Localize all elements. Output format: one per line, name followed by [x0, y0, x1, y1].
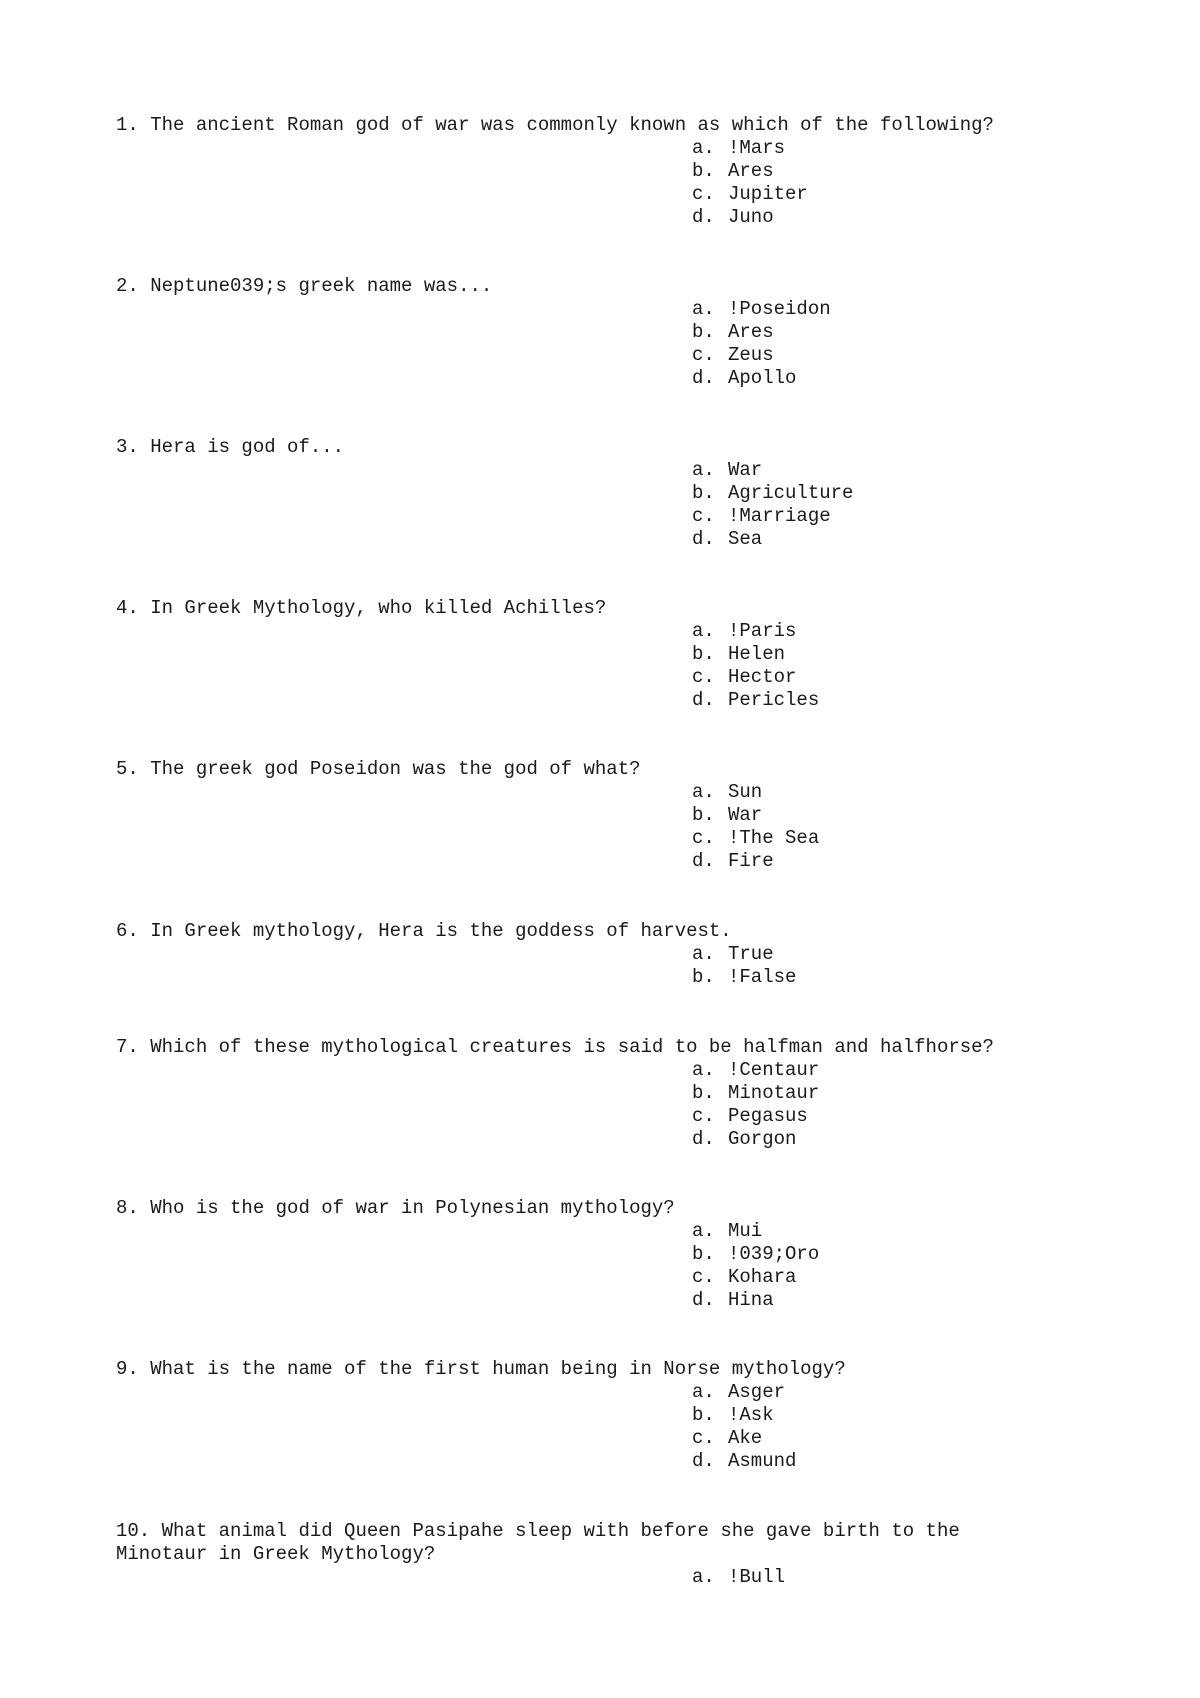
- answer-option: [692, 1427, 1096, 1450]
- option-letter: b.: [692, 1082, 715, 1104]
- question-prompt: What animal did Queen Pasipahe sleep with before she gave birth to the Minotaur in Greek Mythology?: [116, 1520, 960, 1565]
- answer-option: [692, 505, 1096, 528]
- answer-options: [116, 620, 1096, 712]
- question-text: [116, 597, 1096, 620]
- answer-option: [692, 298, 1096, 321]
- option-text: War: [728, 804, 763, 826]
- option-letter: d.: [692, 367, 715, 389]
- option-text: Sun: [728, 781, 763, 803]
- option-text: Kohara: [728, 1266, 797, 1288]
- option-letter: d.: [692, 850, 715, 872]
- question-10: [116, 1520, 1096, 1589]
- option-text: !The Sea: [728, 827, 820, 849]
- answer-option: [692, 850, 1096, 873]
- option-letter: b.: [692, 1404, 715, 1426]
- option-text: !Ask: [728, 1404, 774, 1426]
- option-letter: a.: [692, 459, 715, 481]
- option-text: !Marriage: [728, 505, 831, 527]
- answer-options: [116, 137, 1096, 229]
- answer-option: [692, 528, 1096, 551]
- answer-options: [116, 1381, 1096, 1473]
- question-5: [116, 758, 1096, 873]
- option-text: Mui: [728, 1220, 763, 1242]
- answer-option: [692, 482, 1096, 505]
- answer-option: [692, 643, 1096, 666]
- question-number: 9.: [116, 1358, 139, 1380]
- option-letter: b.: [692, 804, 715, 826]
- option-letter: a.: [692, 298, 715, 320]
- answer-option: [692, 1381, 1096, 1404]
- option-letter: b.: [692, 482, 715, 504]
- question-number: 4.: [116, 597, 139, 619]
- question-number: 10.: [116, 1520, 151, 1542]
- question-number: 2.: [116, 275, 139, 297]
- option-text: !Paris: [728, 620, 797, 642]
- option-letter: c.: [692, 827, 715, 849]
- answer-options: [116, 943, 1096, 989]
- answer-option: [692, 1450, 1096, 1473]
- question-number: 5.: [116, 758, 139, 780]
- option-text: Gorgon: [728, 1128, 797, 1150]
- option-text: Juno: [728, 206, 774, 228]
- option-text: Minotaur: [728, 1082, 820, 1104]
- question-number: 1.: [116, 114, 139, 136]
- option-text: Agriculture: [728, 482, 854, 504]
- answer-option: [692, 1289, 1096, 1312]
- answer-options: [116, 781, 1096, 873]
- question-prompt: In Greek mythology, Hera is the goddess of harvest.: [150, 920, 732, 942]
- question-prompt: Who is the god of war in Polynesian mythology?: [150, 1197, 675, 1219]
- answer-option: [692, 206, 1096, 229]
- question-8: [116, 1197, 1096, 1312]
- option-letter: c.: [692, 1427, 715, 1449]
- answer-option: [692, 943, 1096, 966]
- question-number: 6.: [116, 920, 139, 942]
- answer-options: [116, 1220, 1096, 1312]
- question-prompt: Neptune039;s greek name was...: [150, 275, 493, 297]
- option-text: Asmund: [728, 1450, 797, 1472]
- question-number: 8.: [116, 1197, 139, 1219]
- option-letter: a.: [692, 781, 715, 803]
- option-text: True: [728, 943, 774, 965]
- question-prompt: In Greek Mythology, who killed Achilles?: [150, 597, 607, 619]
- option-text: Hina: [728, 1289, 774, 1311]
- option-letter: c.: [692, 666, 715, 688]
- answer-option: [692, 827, 1096, 850]
- option-letter: b.: [692, 160, 715, 182]
- question-text: [116, 1358, 1096, 1381]
- option-text: Apollo: [728, 367, 797, 389]
- answer-option: [692, 1105, 1096, 1128]
- option-letter: d.: [692, 528, 715, 550]
- answer-option: [692, 1220, 1096, 1243]
- question-text: [116, 920, 1096, 943]
- option-text: Ake: [728, 1427, 763, 1449]
- option-letter: a.: [692, 1220, 715, 1242]
- answer-options: [116, 1566, 1096, 1589]
- option-letter: b.: [692, 966, 715, 988]
- question-number: 3.: [116, 436, 139, 458]
- option-letter: a.: [692, 137, 715, 159]
- answer-option: [692, 321, 1096, 344]
- option-text: Fire: [728, 850, 774, 872]
- option-text: Jupiter: [728, 183, 808, 205]
- option-letter: c.: [692, 505, 715, 527]
- question-text: [116, 114, 1096, 137]
- answer-option: [692, 781, 1096, 804]
- answer-option: [692, 367, 1096, 390]
- option-letter: c.: [692, 1266, 715, 1288]
- answer-option: [692, 804, 1096, 827]
- question-3: [116, 436, 1096, 551]
- answer-options: [116, 298, 1096, 390]
- option-text: Helen: [728, 643, 786, 665]
- answer-option: [692, 1404, 1096, 1427]
- option-letter: d.: [692, 1128, 715, 1150]
- option-text: !039;Oro: [728, 1243, 820, 1265]
- answer-option: [692, 344, 1096, 367]
- question-text: [116, 758, 1096, 781]
- option-text: !False: [728, 966, 797, 988]
- option-letter: c.: [692, 344, 715, 366]
- answer-option: [692, 1266, 1096, 1289]
- option-text: Pericles: [728, 689, 820, 711]
- question-prompt: Hera is god of...: [150, 436, 345, 458]
- answer-option: [692, 183, 1096, 206]
- answer-option: [692, 1566, 1096, 1589]
- question-prompt: The greek god Poseidon was the god of what?: [150, 758, 641, 780]
- option-text: !Centaur: [728, 1059, 820, 1081]
- question-9: [116, 1358, 1096, 1473]
- answer-options: [116, 459, 1096, 551]
- option-text: Sea: [728, 528, 763, 550]
- option-letter: b.: [692, 1243, 715, 1265]
- question-1: [116, 114, 1096, 229]
- answer-option: [692, 1243, 1096, 1266]
- answer-option: [692, 689, 1096, 712]
- question-prompt: What is the name of the first human being in Norse mythology?: [150, 1358, 846, 1380]
- option-text: !Bull: [728, 1566, 786, 1588]
- question-text: [116, 1520, 1096, 1566]
- option-text: Ares: [728, 160, 774, 182]
- option-text: !Poseidon: [728, 298, 831, 320]
- option-letter: c.: [692, 1105, 715, 1127]
- question-text: [116, 275, 1096, 298]
- option-letter: d.: [692, 1450, 715, 1472]
- option-letter: a.: [692, 943, 715, 965]
- answer-option: [692, 1082, 1096, 1105]
- question-2: [116, 275, 1096, 390]
- answer-option: [692, 137, 1096, 160]
- option-letter: b.: [692, 643, 715, 665]
- option-letter: a.: [692, 1566, 715, 1588]
- question-text: [116, 1036, 1096, 1059]
- answer-option: [692, 459, 1096, 482]
- option-text: Asger: [728, 1381, 786, 1403]
- answer-options: [116, 1059, 1096, 1151]
- answer-option: [692, 160, 1096, 183]
- option-text: Pegasus: [728, 1105, 808, 1127]
- option-text: !Mars: [728, 137, 786, 159]
- answer-option: [692, 620, 1096, 643]
- option-letter: b.: [692, 321, 715, 343]
- option-text: Hector: [728, 666, 797, 688]
- option-letter: c.: [692, 183, 715, 205]
- answer-option: [692, 966, 1096, 989]
- answer-option: [692, 666, 1096, 689]
- question-text: [116, 1197, 1096, 1220]
- question-7: [116, 1036, 1096, 1151]
- option-letter: a.: [692, 1381, 715, 1403]
- option-letter: d.: [692, 689, 715, 711]
- option-text: Ares: [728, 321, 774, 343]
- answer-option: [692, 1059, 1096, 1082]
- option-letter: a.: [692, 1059, 715, 1081]
- question-prompt: Which of these mythological creatures is said to be halfman and halfhorse?: [150, 1036, 994, 1058]
- question-6: [116, 920, 1096, 989]
- option-letter: d.: [692, 206, 715, 228]
- answer-option: [692, 1128, 1096, 1151]
- option-text: Zeus: [728, 344, 774, 366]
- question-text: [116, 436, 1096, 459]
- question-4: [116, 597, 1096, 712]
- question-number: 7.: [116, 1036, 139, 1058]
- question-prompt: The ancient Roman god of war was commonly known as which of the following?: [150, 114, 994, 136]
- option-text: War: [728, 459, 763, 481]
- option-letter: d.: [692, 1289, 715, 1311]
- option-letter: a.: [692, 620, 715, 642]
